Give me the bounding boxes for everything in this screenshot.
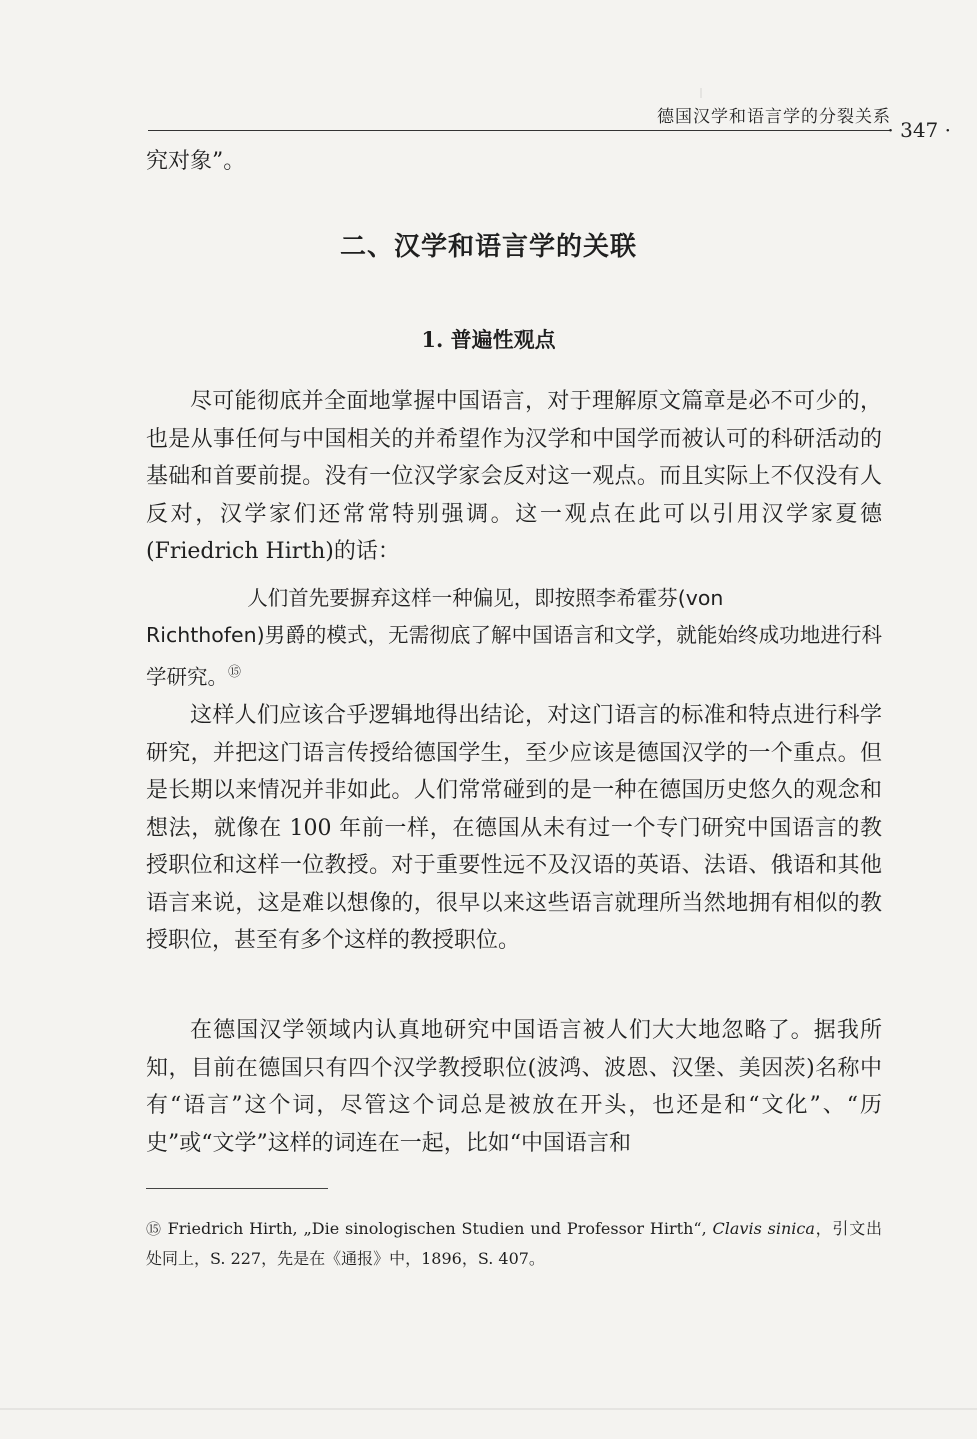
page-number: · 347 · (887, 118, 951, 142)
running-head: 德国汉学和语言学的分裂关系 (657, 107, 891, 127)
paragraph-2: 这样人们应该合乎逻辑地得出结论，对这门语言的标准和特点进行科学研究，并把这门语言传授给德国学生，至少应该是德国汉学的一个重点。但是长期以来情况并非如此。人们常常碰到的是一种在德国历史悠久的观念和想法，就像在 100 年前一样，在德国从未有过一个专门研究中国语言的教授职位和这样一位教授。对于重要性远不及汉语的英语、法语、俄语和其他语言来说，这是难以想像的，很早以来这些语言就理所当然地拥有相似的教授职位，甚至有多个这样的教授职位。 (146, 703, 882, 953)
paragraph-3: 在德国汉学领域内认真地研究中国语言被人们大大地忽略了。据我所知，目前在德国只有四个汉学教授职位(波鸿、波恩、汉堡、美因茨)名称中有“语言”这个词，尽管这个词总是被放在开头，也还是和“文化”、“历史”或“文学”这样的词连在一起，比如“中国语言和 (146, 1018, 882, 1156)
scan-edge (0, 1408, 977, 1410)
footnote-marker: ⑮ (146, 1220, 162, 1238)
footnote-rule (146, 1188, 328, 1189)
section-title: 二、汉学和语言学的关联 (339, 232, 637, 262)
quote-first-line: 人们首先要摒弃这样一种偏见，即按照李希霍芬(von (247, 586, 724, 610)
quote-rest: Richthofen)男爵的模式，无需彻底了解中国语言和文学，就能始终成功地进行科学研究。 (146, 623, 882, 689)
header-rule (148, 130, 890, 131)
block-quote (146, 580, 882, 696)
quote-body (146, 617, 882, 696)
footnote (146, 1214, 882, 1273)
footnote-text-start: Friedrich Hirth, „Die sinologischen Studien und Professor Hirth“, (167, 1219, 713, 1238)
carryover-line: 究对象”。 (146, 149, 246, 174)
footnote-text-end: ，引文出处同上，S. 227，先是在《通报》中，1896，S. 407。 (146, 1219, 882, 1268)
scan-artifact (700, 88, 702, 98)
footnote-reference[interactable]: ⑮ (228, 665, 242, 680)
footnote-italic-title: Clavis sinica (712, 1219, 815, 1238)
paragraph-1: 尽可能彻底并全面地掌握中国语言，对于理解原文篇章是必不可少的，也是从事任何与中国相关的并希望作为汉学和中国学而被认可的科研活动的基础和首要前提。没有一位汉学家会反对这一观点。而且实际上不仅没有人反对，汉学家们还常常特别强调。这一观点在此可以引用汉学家夏德(Friedrich Hirth)的话： (146, 389, 882, 564)
subsection-title: 1. 普遍性观点 (421, 327, 556, 352)
